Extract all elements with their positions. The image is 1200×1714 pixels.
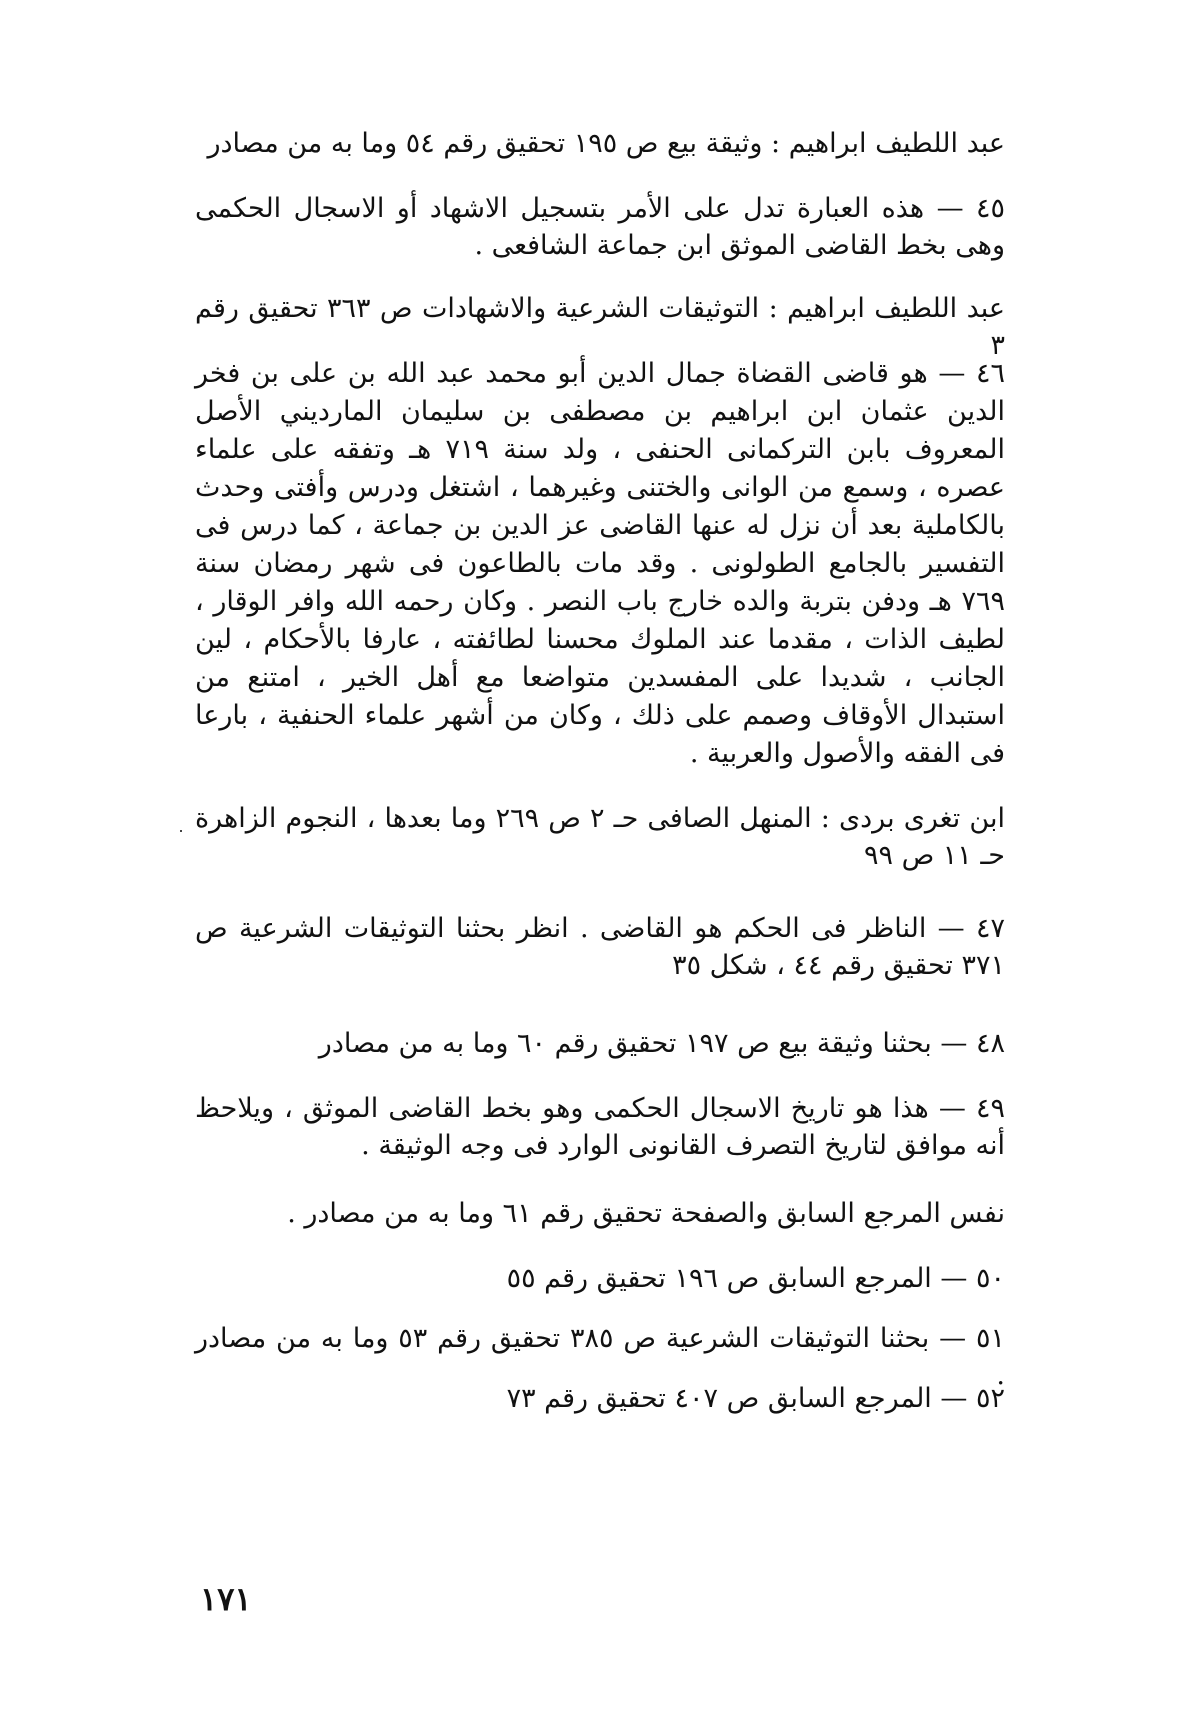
- scan-speck: [180, 830, 182, 832]
- footnote-49: ٤٩ — هذا هو تاريخ الاسجال الحكمى وهو بخط القاضى الموثق ، ويلاحظ أنه موافق لتاريخ التصرف القانونى الوارد فى وجه الوثيقة .: [195, 1093, 1005, 1161]
- footnote-48: ٤٨ — بحثنا وثيقة بيع ص ١٩٧ تحقيق رقم ٦٠ وما به من مصادر: [318, 1028, 1005, 1059]
- reference-same-source: نفس المرجع السابق والصفحة تحقيق رقم ٦١ وما به من مصادر .: [287, 1198, 1005, 1229]
- footnote-52: ٥٢ — المرجع السابق ص ٤٠٧ تحقيق رقم ٧٣: [506, 1383, 1005, 1414]
- footnote-47: ٤٧ — الناظر فى الحكم هو القاضى . انظر بحثنا التوثيقات الشرعية ص ٣٧١ تحقيق رقم ٤٤ ، شكل ٣٥: [195, 913, 1005, 981]
- footnote-46: ٤٦ — هو قاضى القضاة جمال الدين أبو محمد عبد الله بن على بن فخر الدين عثمان ابن ابراهيم بن مصطفى بن سليمان المارديني الأصل المعروف بابن التركمانى الحنفى ، ولد سنة ٧١٩ هـ وتفقه على علماء عصره ، وسمع من الوانى والختنى وغيرهما ، اشتغل ودرس وأفتى وحدث بالكاملية بعد أن نزل له عنها القاضى عز الدين بن جماعة ، كما درس فى التفسير بالجامع الطولونى . وقد مات بالطاعون فى شهر رمضان سنة ٧٦٩ هـ ودفن بتربة والده خارج باب النصر . وكان رحمه الله وافر الوقار ، لطيف الذات ، مقدما عند الملوك محسنا لطائفته ، عارفا بالأحكام ، لين الجانب ، شديدا على المفسدين متواضعا مع أهل الخير ، امتنع من استبدال الأوقاف وصمم على ذلك ، وكان من أشهر علماء الحنفية ، بارعا فى الفقه والأصول والعربية .: [195, 358, 1005, 769]
- reference-abdellatif-tawthiqat: عبد اللطيف ابراهيم : التوثيقات الشرعية والاشهادات ص ٣٦٣ تحقيق رقم ٣: [195, 293, 1005, 361]
- footnote-45: ٤٥ — هذه العبارة تدل على الأمر بتسجيل الاشهاد أو الاسجال الحكمى وهى بخط القاضى الموثق ابن جماعة الشافعى .: [195, 193, 1005, 261]
- footnote-50: ٥٠ — المرجع السابق ص ١٩٦ تحقيق رقم ٥٥: [506, 1263, 1005, 1294]
- reference-ibn-taghri-birdi: ابن تغرى بردى : المنهل الصافى حـ ٢ ص ٢٦٩ وما بعدها ، النجوم الزاهرة حـ ١١ ص ٩٩: [195, 803, 1005, 871]
- footnote-51: ٥١ — بحثنا التوثيقات الشرعية ص ٣٨٥ تحقيق رقم ٥٣ وما به من مصادر .: [195, 1323, 1006, 1391]
- page-number: ١٧١: [200, 1580, 252, 1618]
- reference-abdellatif-sale-document: عبد اللطيف ابراهيم : وثيقة بيع ص ١٩٥ تحقيق رقم ٥٤ وما به من مصادر: [207, 128, 1005, 159]
